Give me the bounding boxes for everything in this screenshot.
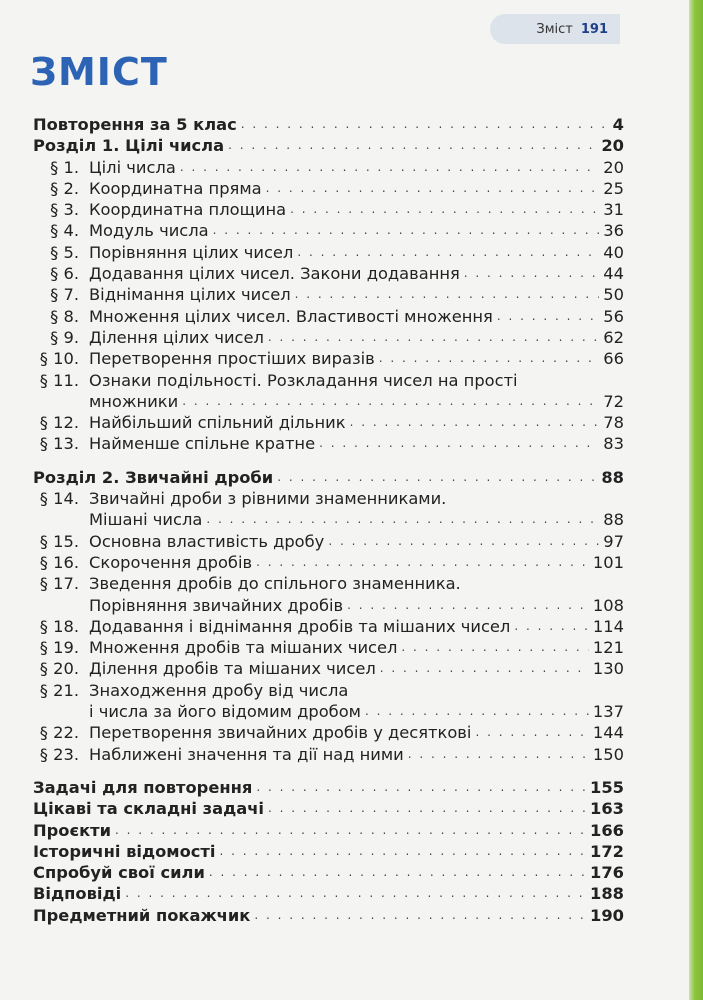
toc-entry (33, 820, 624, 841)
toc-entry (33, 467, 624, 488)
page-number: 176 (590, 863, 624, 883)
entry-title: Розділ 1. Цілі числа (33, 136, 225, 156)
page-number: 190 (590, 905, 624, 925)
leader-dots (295, 284, 600, 305)
entry-title: Множення цілих чисел. Властивості множення (89, 306, 493, 326)
toc-entry (33, 680, 624, 701)
leader-dots (328, 531, 599, 552)
leader-dots (209, 862, 586, 883)
leader-dots (266, 178, 600, 199)
toc-entry (33, 531, 624, 552)
page-number: 172 (590, 841, 624, 861)
toc-entry (33, 199, 624, 220)
toc-entry (33, 658, 624, 679)
leader-dots (256, 777, 586, 798)
entry-title: Віднімання цілих чисел (89, 285, 291, 305)
page-number: 20 (601, 136, 624, 156)
entry-title-continuation: Порівняння звичайних дробів (89, 595, 344, 615)
leader-dots (277, 467, 597, 488)
section-number: § 10. (39, 349, 79, 369)
leader-dots (115, 820, 586, 841)
entry-title: Порівняння цілих чисел (89, 242, 294, 262)
section-number: § 16. (39, 552, 79, 572)
toc-entry (33, 114, 624, 135)
entry-title: Ознаки подільності. Розкладання чисел на прості (89, 370, 518, 390)
page-number: 130 (592, 659, 624, 679)
entry-title: Найбільший спільний дільник (89, 413, 346, 433)
page-number: 31 (603, 200, 624, 220)
entry-title-continuation: Мішані числа (89, 510, 203, 530)
toc-entry-continuation (33, 391, 624, 412)
entry-title: Координатна площина (89, 200, 287, 220)
page-number: 25 (603, 178, 624, 198)
leader-dots (408, 744, 589, 765)
page-number: 88 (603, 510, 624, 530)
entry-title: Наближені значення та дії над ними (89, 744, 404, 764)
page-number: 101 (592, 552, 624, 572)
section-number: § 8. (50, 306, 79, 326)
section-number: § 22. (39, 723, 79, 743)
leader-dots (380, 658, 589, 679)
section-number: § 5. (50, 242, 79, 262)
section-number: § 3. (50, 200, 79, 220)
toc-entry-continuation (33, 595, 624, 616)
toc-entry (33, 841, 624, 862)
entry-title: Зведення дробів до спільного знаменника. (89, 574, 461, 594)
entry-title: Повторення за 5 клас (33, 115, 237, 134)
section-number: § 7. (50, 285, 79, 305)
running-header (490, 14, 620, 44)
page-number: 166 (590, 820, 624, 840)
entry-title: Предметний покажчик (33, 905, 251, 925)
page-title: ЗМІСТ (30, 50, 168, 94)
leader-dots (228, 135, 597, 156)
entry-title: Цікаві та складні задачі (33, 799, 264, 819)
leader-dots (182, 391, 599, 412)
page-number: 188 (590, 884, 624, 904)
leader-dots (256, 552, 589, 573)
toc-entry-continuation (33, 701, 624, 722)
page-number: 121 (592, 638, 624, 658)
section-number: § 2. (50, 178, 79, 198)
toc-entry (33, 412, 624, 433)
entry-title: Цілі числа (89, 157, 176, 177)
entry-title: Перетворення простіших виразів (89, 349, 375, 369)
page-number: 88 (601, 467, 624, 487)
toc-entry (33, 263, 624, 284)
toc-entry (33, 862, 624, 883)
section-number: § 1. (50, 157, 79, 177)
toc-entry (33, 135, 624, 156)
toc-entry-continuation (33, 509, 624, 530)
entry-title: Додавання цілих чисел. Закони додавання (89, 264, 460, 284)
entry-title: Множення дробів та мішаних чисел (89, 638, 398, 658)
page-number: 4 (612, 115, 624, 134)
page-number: 72 (603, 391, 624, 411)
header-label: Зміст (536, 21, 573, 37)
entry-title: Ділення цілих чисел (89, 327, 264, 347)
table-of-contents (33, 114, 624, 926)
leader-dots (206, 509, 599, 530)
toc-entry (33, 722, 624, 743)
section-number: § 6. (50, 264, 79, 284)
page-number: 144 (592, 723, 624, 743)
page-number: 97 (603, 531, 624, 551)
entry-title: Знаходження дробу від числа (89, 680, 349, 700)
toc-entry (33, 220, 624, 241)
entry-title: Розділ 2. Звичайні дроби (33, 467, 274, 487)
leader-dots (514, 616, 589, 637)
entry-title: Координатна пряма (89, 178, 262, 198)
section-number: § 17. (39, 574, 79, 594)
page-number: 163 (590, 799, 624, 819)
section-number: § 20. (39, 659, 79, 679)
toc-entry (33, 370, 624, 391)
entry-title: Основна властивість дробу (89, 531, 325, 551)
leader-dots (347, 595, 589, 616)
toc-entry (33, 777, 624, 798)
leader-dots (241, 114, 609, 135)
toc-entry (33, 798, 624, 819)
leader-dots (379, 348, 600, 369)
page-number: 137 (592, 702, 624, 722)
page-number: 78 (603, 413, 624, 433)
leader-dots (365, 701, 589, 722)
section-number: § 14. (39, 489, 79, 509)
entry-title-continuation: множники (89, 391, 179, 411)
leader-dots (497, 306, 599, 327)
toc-entry (33, 744, 624, 765)
toc-entry (33, 242, 624, 263)
section-number: § 12. (39, 413, 79, 433)
entry-title: Спробуй свої сили (33, 863, 205, 883)
toc-entry (33, 637, 624, 658)
leader-dots (290, 199, 599, 220)
toc-entry (33, 306, 624, 327)
leader-dots (219, 841, 586, 862)
entry-title: Модуль числа (89, 221, 209, 241)
section-number: § 19. (39, 638, 79, 658)
toc-entry (33, 488, 624, 509)
leader-dots (180, 157, 599, 178)
section-number: § 4. (50, 221, 79, 241)
leader-dots (268, 327, 599, 348)
header-page-number: 191 (580, 21, 608, 37)
toc-entry (33, 433, 624, 454)
section-number: § 9. (50, 327, 79, 347)
leader-dots (213, 220, 600, 241)
toc-entry (33, 327, 624, 348)
entry-title: Додавання і віднімання дробів та мішаних чисел (89, 616, 511, 636)
leader-dots (268, 798, 586, 819)
entry-title-continuation: і числа за його відомим дробом (89, 702, 361, 722)
leader-dots (254, 905, 586, 926)
entry-title: Скорочення дробів (89, 552, 253, 572)
leader-dots (401, 637, 589, 658)
entry-title: Звичайні дроби з рівними знаменниками. (89, 489, 447, 509)
leader-dots (350, 412, 600, 433)
page-number: 44 (603, 264, 624, 284)
leader-dots (297, 242, 599, 263)
page-number: 83 (603, 434, 624, 454)
toc-entry (33, 284, 624, 305)
toc-entry (33, 178, 624, 199)
page-number: 155 (590, 777, 624, 797)
page-number: 66 (603, 349, 624, 369)
page-number: 36 (603, 221, 624, 241)
page-number: 50 (603, 285, 624, 305)
entry-title: Найменше спільне кратне (89, 434, 316, 454)
page-edge-stripe (689, 0, 703, 1000)
leader-dots (475, 722, 588, 743)
leader-dots (464, 263, 599, 284)
section-number: § 15. (39, 531, 79, 551)
toc-entry (33, 348, 624, 369)
section-number: § 18. (39, 616, 79, 636)
entry-title: Задачі для повторення (33, 777, 253, 797)
leader-dots (125, 883, 586, 904)
section-number: § 23. (39, 744, 79, 764)
page-number: 62 (603, 327, 624, 347)
toc-entry (33, 573, 624, 594)
page-number: 40 (603, 242, 624, 262)
toc-entry (33, 552, 624, 573)
section-number: § 11. (39, 370, 79, 390)
leader-dots (319, 433, 599, 454)
toc-entry (33, 157, 624, 178)
toc-entry (33, 905, 624, 926)
page-number: 114 (592, 616, 624, 636)
entry-title: Проєкти (33, 820, 112, 840)
page-number: 56 (603, 306, 624, 326)
section-number: § 21. (39, 680, 79, 700)
page-number: 20 (603, 157, 624, 177)
entry-title: Ділення дробів та мішаних чисел (89, 659, 376, 679)
entry-title: Історичні відомості (33, 841, 216, 861)
entry-title: Перетворення звичайних дробів у десяткові (89, 723, 472, 743)
section-number: § 13. (39, 434, 79, 454)
page-number: 150 (592, 744, 624, 764)
page-number: 108 (592, 595, 624, 615)
toc-entry (33, 883, 624, 904)
toc-entry (33, 616, 624, 637)
entry-title: Відповіді (33, 884, 122, 904)
